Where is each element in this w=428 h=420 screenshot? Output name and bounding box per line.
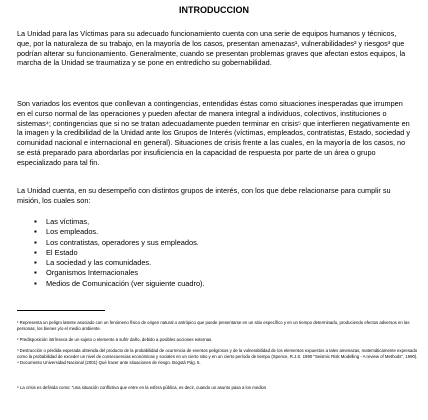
footnote-2: ² Predisposición intrínseca de un sujeto o elemento a sufrir daño, debido a posibles acciones externas. [17,337,213,342]
footnote-3: ³ Destrucción o pérdida esperada obtenida del producto de la probabilidad de ocurrencia de eventos peligrosos y de la vulnerabilidad de los elementos expuestos a tales amenazas, matemáticamente expresado como la probabilidad de exceder un nivel de consecuencias económicas y sociales en un cierto sitio y en un cierto período de tiempo (Spence, R.J.S. 1990 "Seismic Risk Modelling - A review of Methods", 1990). [17,348,418,359]
list-item: ▪ El Estado [34,248,394,258]
list-item: ▪ Los empleados. [34,227,394,237]
list-item: ▪ Medios de Comunicación (ver siguiente cuadro). [34,279,394,289]
footnote-1: ¹ Representa un peligro latente asociado con un fenómeno físico de origen natural o antrópico que puede presentarse en un sitio específico y en un tiempo determinado, produciendo efectos adversos en las personas, los bienes y/o el medio ambiente. [17,320,410,331]
stakeholder-list [34,217,394,289]
footnote-separator [17,310,105,311]
list-item: ▪ La sociedad y las comunidades. [34,258,394,268]
page-title: INTRODUCCION [179,5,249,15]
paragraph-intro: La Unidad para las Víctimas para su adecuado funcionamiento cuenta con una serie de equipos humanos y técnicos, que, por la naturaleza de su trabajo, en la mayoría de los casos, presentan amenazas¹, vulnerabilidades² y riesgos³ que podrían alterar su funcionamiento. Generalmente, cuando se presentan problemas graves que afectan estos equipos, la marcha de la Unidad se traumatiza y se pone en entredicho su gobernabilidad. [17,29,406,68]
paragraph-contingencies: Son variados los eventos que conllevan a contingencias, entendidas éstas como situaciones inesperadas que irrumpen en el curso normal de las operaciones y pueden afectar de manera integral a individuos, colectivos, instituciones o sistemas⁴; contingencias que si no se tratan adecuadamente pueden terminar en crisis⁵ que interfieren negativamente en la imagen y la credibilidad de la Unidad ante los Grupos de Interés (víctimas, empleados, contratistas, Estado, sociedad y comunidad nacional e internacional en general). Situaciones de crisis frente a las cuales, en la mayoría de los casos, no se está preparado para abordarlas por insuficiencia en la capacidad de respuesta por parte de un área o grupo especializado para tal fin. [17,99,411,167]
footnote-5: ⁵ La crisis es definida como: "una situación conflictiva que entre en la esfera pública, es decir, cuando un asunto pasa a los medios [17,385,267,390]
paragraph-stakeholders-intro: La Unidad cuenta, en su desempeño con distintos grupos de interés, con los que debe relacionarse para cumplir su misión, los cuales son: [17,186,391,205]
footnote-4: ⁴ Documento Universidad Nacional (2001) Qué hacer ante situaciones de riesgo. Bogotá Pág. 5. [17,360,201,365]
list-item: ▪ Las víctimas, [34,217,394,227]
list-item: ▪ Organismos Internacionales [34,268,394,278]
list-item: ▪ Los contratistas, operadores y sus empleados. [34,238,394,248]
